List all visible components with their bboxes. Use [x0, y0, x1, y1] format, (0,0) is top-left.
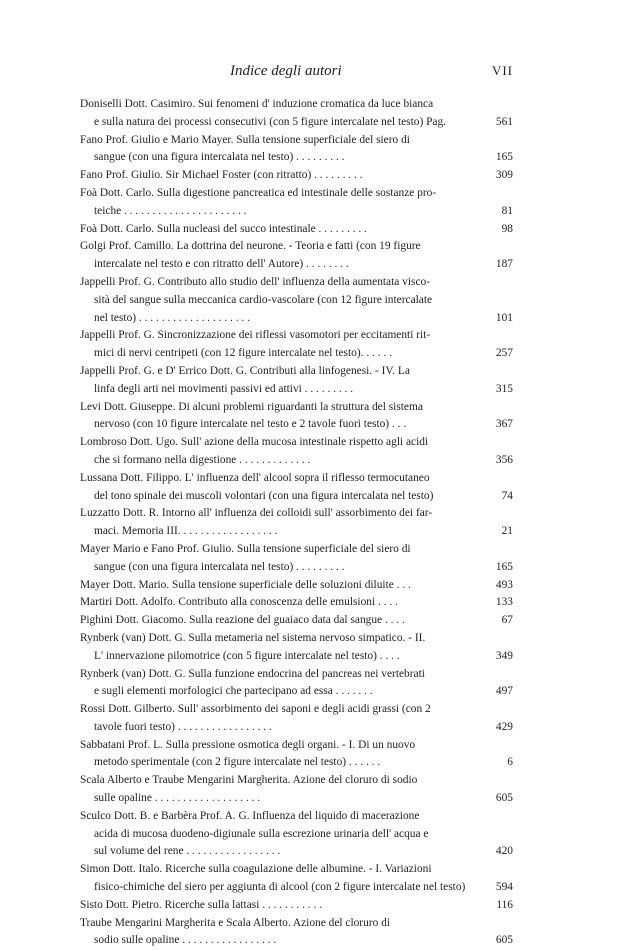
entry-text: Traube Mengarini Margherita e Scala Alberto. Azione del cloruro di [80, 916, 390, 929]
entry-text: Pighini Dott. Giacomo. Sulla reazione del guaiaco data dal sangue . . . . [80, 614, 405, 627]
entry-page-number: 367 [495, 418, 513, 431]
entry-page-number: 165 [495, 151, 513, 164]
index-entry [80, 96, 513, 114]
entry-text: Jappelli Prof. G. Contributo allo studio dell' influenza della aumentata visco- [80, 275, 431, 288]
entry-page-number: 74 [501, 489, 513, 502]
entry-text: del tono spinale dei muscoli volontari (con una figura intercalata nel testo) [94, 489, 434, 502]
entry-page-number: 6 [507, 756, 513, 769]
index-entry [80, 470, 513, 488]
index-entry [80, 132, 513, 150]
entry-text: metodo sperimentale (con 2 figure intercalate nel testo) . . . . . . [94, 756, 381, 769]
index-entry [80, 612, 513, 630]
entry-text: tavole fuori testo) . . . . . . . . . . . . . . . . . [94, 720, 272, 733]
index-entry-continuation [80, 452, 513, 470]
entry-text: maci. Memoria III. . . . . . . . . . . . . . . . . . [94, 525, 278, 538]
index-entry-continuation [80, 683, 513, 701]
entry-page-number: 356 [495, 453, 513, 466]
entry-page-number: 257 [495, 347, 513, 360]
entry-text: fisico-chimiche del siero per aggiunta di alcool (con 2 figure intercalate nel testo) [94, 881, 466, 894]
entry-text: che si formano nella digestione . . . . . . . . . . . . . [94, 453, 311, 466]
entry-text: Mayer Mario e Fano Prof. Giulio. Sulla tensione superficiale del siero di [80, 542, 411, 555]
index-entry [80, 594, 513, 612]
index-entry-continuation [80, 256, 513, 274]
index-entry-continuation [80, 843, 513, 861]
index-entry-continuation [80, 488, 513, 506]
index-entry [80, 505, 513, 523]
entry-text: Scala Alberto e Traube Mengarini Margherita. Azione del cloruro di sodio [80, 774, 418, 787]
entry-text: nel testo) . . . . . . . . . . . . . . . . . . . . [94, 311, 250, 324]
entry-page-number: 21 [501, 525, 513, 538]
index-entry-continuation [80, 149, 513, 167]
entry-text: Luzzatto Dott. R. Intorno all' influenza dei colloidi sull' assorbimento dei far- [80, 507, 433, 520]
entry-page-number: 349 [495, 649, 513, 662]
entry-text: Doniselli Dott. Casimiro. Sui fenomeni d' induzione cromatica da luce bianca [80, 98, 434, 110]
entry-page-number: 98 [501, 222, 513, 235]
entry-text: Sabbatani Prof. L. Sulla pressione osmotica degli organi. - I. Di un nuovo [80, 738, 416, 751]
index-entry-continuation [80, 719, 513, 737]
entry-page-number: 165 [495, 560, 513, 573]
entry-page-number: 133 [495, 596, 513, 609]
index-entry [80, 630, 513, 648]
entry-text: Fano Prof. Giulio. Sir Michael Foster (con ritratto) . . . . . . . . . [80, 169, 363, 182]
entry-text: Martiri Dott. Adolfo. Contributo alla conoscenza delle emulsioni . . . . [80, 596, 398, 609]
entry-page-number: 81 [501, 204, 513, 217]
entry-text: sul volume del rene . . . . . . . . . . . . . . . . . [94, 845, 281, 858]
entry-page-number: 561 [495, 115, 513, 128]
author-index-list [80, 96, 513, 950]
index-entry [80, 577, 513, 595]
entry-page-number: 493 [495, 578, 513, 591]
page-header [80, 63, 513, 85]
index-entry [80, 238, 513, 256]
entry-text: sità del sangue sulla meccanica cardio-vascolare (con 12 figure intercalate [94, 293, 433, 306]
entry-text: mici di nervi centripeti (con 12 figure intercalate nel testo). . . . . . [94, 347, 392, 360]
index-entry-continuation [80, 203, 513, 221]
index-entry-continuation [80, 381, 513, 399]
index-entry [80, 167, 513, 185]
index-entry-continuation [80, 292, 513, 310]
entry-page-number: 429 [495, 720, 513, 733]
entry-text: Mayer Dott. Mario. Sulla tensione superficiale delle soluzioni diluite . . . [80, 578, 411, 591]
entry-text: acida di mucosa duodeno-digiunale sulla escrezione urinaria dell' acqua e [94, 827, 429, 840]
index-entry [80, 666, 513, 684]
entry-page-number: 605 [495, 934, 513, 947]
entry-text: sangue (con una figura intercalata nel testo) . . . . . . . . . [94, 151, 345, 164]
entry-page-number: 116 [496, 898, 513, 911]
entry-page-number: 605 [495, 792, 513, 805]
index-entry-continuation [80, 932, 513, 950]
index-entry [80, 915, 513, 933]
entry-text: nervoso (con 10 figure intercalate nel testo e 2 tavole fuori testo) . . . [94, 418, 407, 431]
entry-text: linfa degli arti nei movimenti passivi ed attivi . . . . . . . . . [94, 382, 354, 395]
entry-text: Fano Prof. Giulio e Mario Mayer. Sulla tensione superficiale del siero di [80, 133, 410, 146]
index-entry [80, 701, 513, 719]
entry-page-number: 101 [495, 311, 513, 324]
entry-page-number: 67 [501, 614, 513, 627]
index-entry [80, 434, 513, 452]
entry-page-number: 309 [495, 169, 513, 182]
running-title: Indice degli autori [230, 63, 342, 79]
entry-text: Lussana Dott. Filippo. L' influenza dell' alcool sopra il riflesso termocutaneo [80, 471, 430, 484]
entry-text: L' innervazione pilomotrice (con 5 figure intercalate nel testo) . . . . [94, 649, 400, 662]
page-number: VII [491, 63, 513, 78]
entry-text: intercalate nel testo e con ritratto dell' Autore) . . . . . . . . [94, 258, 349, 271]
entry-page-number: 497 [495, 685, 513, 698]
index-entry [80, 327, 513, 345]
index-entry-continuation [80, 345, 513, 363]
entry-text: Foà Dott. Carlo. Sulla digestione pancreatica ed intestinale delle sostanze pro- [80, 186, 437, 199]
entry-text: Golgi Prof. Camillo. La dottrina del neurone. - Teoria e fatti (con 19 figure [80, 240, 421, 253]
index-entry [80, 808, 513, 826]
index-entry-continuation [80, 310, 513, 328]
index-entry [80, 541, 513, 559]
index-entry-continuation [80, 826, 513, 844]
index-entry-continuation [80, 559, 513, 577]
index-entry-continuation [80, 790, 513, 808]
index-entry-continuation [80, 754, 513, 772]
entry-text: Jappelli Prof. G. e D' Errico Dott. G. Contributi alla linfogenesi. - IV. La [80, 364, 410, 377]
entry-text: Sculco Dott. B. e Barbèra Prof. A. G. Influenza del liquido di macerazione [80, 809, 420, 822]
entry-text: Foà Dott. Carlo. Sulla nucleasi del succo intestinale . . . . . . . . . [80, 222, 367, 235]
index-entry [80, 861, 513, 879]
index-entry [80, 772, 513, 790]
entry-page-number: 420 [495, 845, 513, 858]
entry-text: sangue (con una figura intercalata nel testo) . . . . . . . . . [94, 560, 345, 573]
index-entry-continuation [80, 879, 513, 897]
entry-page-number: 187 [495, 258, 513, 271]
index-entry [80, 185, 513, 203]
entry-text: sulle opaline . . . . . . . . . . . . . . . . . . . [94, 792, 261, 805]
index-entry [80, 221, 513, 239]
entry-text: sodio sulle opaline . . . . . . . . . . . . . . . . . [94, 934, 277, 947]
entry-text: e sulla natura dei processi consecutivi (con 5 figure intercalate nel testo) Pag. [94, 115, 447, 128]
index-entry [80, 274, 513, 292]
index-entry [80, 399, 513, 417]
index-entry [80, 737, 513, 755]
entry-text: Sisto Dott. Pietro. Ricerche sulla lattasi . . . . . . . . . . . [80, 898, 323, 911]
entry-page-number: 594 [495, 881, 513, 894]
entry-text: Rossi Dott. Gilberto. Sull' assorbimento dei saponi e degli acidi grassi (con 2 [80, 703, 431, 716]
index-entry [80, 363, 513, 381]
entry-text: Jappelli Prof. G. Sincronizzazione dei riflessi vasomotori per eccitamenti rit- [80, 329, 431, 342]
entry-text: Levi Dott. Giuseppe. Di alcuni problemi riguardanti la struttura del sistema [80, 400, 423, 413]
index-entry-continuation [80, 114, 513, 132]
index-entry-continuation [80, 648, 513, 666]
entry-text: e sugli elementi morfologici che partecipano ad essa . . . . . . . [94, 685, 373, 698]
entry-text: Rynberk (van) Dott. G. Sulla metameria nel sistema nervoso simpatico. - II. [80, 631, 426, 644]
entry-text: Rynberk (van) Dott. G. Sulla funzione endocrina del pancreas nei vertebrati [80, 667, 425, 680]
entry-text: Simon Dott. Italo. Ricerche sulla coagulazione delle albumine. - I. Variazioni [80, 863, 432, 876]
entry-page-number: 315 [495, 382, 513, 395]
index-entry-continuation [80, 523, 513, 541]
entry-text: teiche . . . . . . . . . . . . . . . . . . . . . . [94, 204, 247, 217]
index-entry-continuation [80, 416, 513, 434]
entry-text: Lombroso Dott. Ugo. Sull' azione della mucosa intestinale rispetto agli acidi [80, 436, 429, 449]
